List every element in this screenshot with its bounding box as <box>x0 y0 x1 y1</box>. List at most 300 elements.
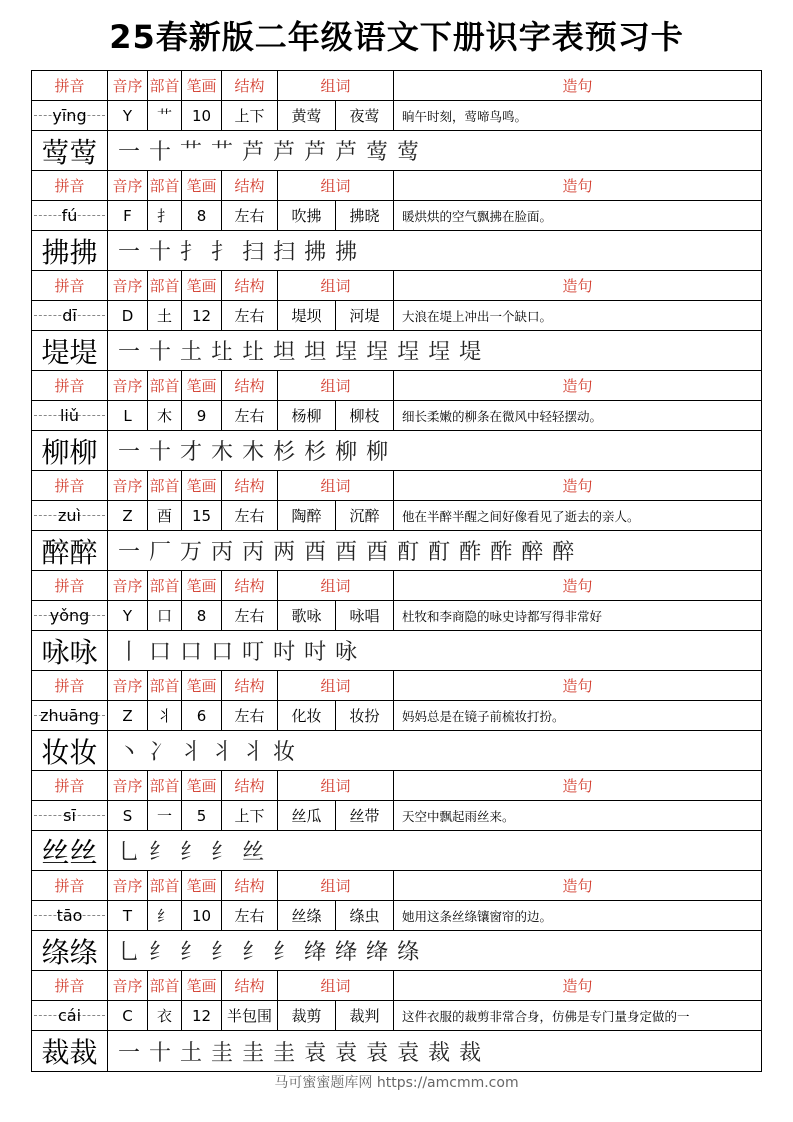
stroke-step: 裁 <box>459 1040 482 1066</box>
header-pinyin: 拼音 <box>32 771 108 800</box>
character: 绦 <box>69 935 98 969</box>
radical-cell: 木 <box>148 401 182 430</box>
stroke-step: 酢 <box>459 540 482 565</box>
stroke-step: 裁 <box>428 1040 451 1066</box>
order-cell: Y <box>108 101 148 130</box>
char-entry <box>32 171 761 271</box>
stroke-step: 袁 <box>397 1040 420 1066</box>
radical-cell: 土 <box>148 301 182 330</box>
stroke-step: 芦 <box>242 140 265 165</box>
character: 拂 <box>41 235 70 269</box>
word2-cell: 丝带 <box>336 801 394 830</box>
stroke-step: 土 <box>180 340 203 365</box>
stroke-step: 柳 <box>366 440 389 465</box>
stroke-step: 纟 <box>180 840 203 865</box>
header-sentence: 造句 <box>562 577 593 595</box>
character: 裁 <box>69 1036 98 1069</box>
radical-cell: 纟 <box>148 901 182 930</box>
stroke-step: 十 <box>149 1040 172 1066</box>
structure-cell: 左右 <box>222 301 278 330</box>
header-strokes: 笔画 <box>182 971 222 1000</box>
header-strokes: 笔画 <box>182 71 222 100</box>
radical-cell: 艹 <box>148 101 182 130</box>
sentence-cell: 天空中飘起雨丝来。 <box>402 808 515 824</box>
data-row <box>32 701 761 731</box>
stroke-step: 莺 <box>397 140 420 165</box>
char-entry <box>32 271 761 371</box>
header-sentence: 造句 <box>562 477 593 495</box>
word2-cell: 夜莺 <box>336 101 394 130</box>
header-radical: 部首 <box>148 271 182 300</box>
header-radical: 部首 <box>148 471 182 500</box>
header-words: 组词 <box>278 71 394 100</box>
stroke-sequence <box>108 531 761 570</box>
data-row <box>32 901 761 931</box>
header-row <box>32 471 761 501</box>
sentence-cell: 杜牧和李商隐的咏史诗都写得非常好 <box>402 608 603 624</box>
header-sentence: 造句 <box>562 177 593 195</box>
structure-cell: 左右 <box>222 601 278 630</box>
stroke-sequence <box>108 331 761 370</box>
stroke-step: 十 <box>149 340 172 365</box>
stroke-step: 叮 <box>242 640 265 665</box>
stroke-step: 扫 <box>273 240 296 265</box>
stroke-order-row <box>32 431 761 471</box>
header-sentence: 造句 <box>562 77 593 95</box>
stroke-step: 丬 <box>211 740 234 765</box>
stroke-step: 杉 <box>304 440 327 465</box>
pinyin-cell <box>32 201 108 230</box>
sentence-cell: 妈妈总是在镜子前梳妆打扮。 <box>402 708 565 724</box>
stroke-step: 木 <box>242 440 265 465</box>
header-sentence: 造句 <box>562 677 593 695</box>
stroke-step: 一 <box>118 540 141 565</box>
char-entry <box>32 71 761 171</box>
header-order: 音序 <box>108 71 148 100</box>
word2-cell: 拂晓 <box>336 201 394 230</box>
stroke-sequence <box>108 1031 761 1071</box>
character-large <box>32 631 108 670</box>
pinyin-guide <box>32 601 107 630</box>
sentence-cell: 这件衣服的裁剪非常合身，仿佛是专门量身定做的一 <box>402 1008 690 1024</box>
stroke-step: 一 <box>118 340 141 365</box>
stroke-step: 圵 <box>242 340 265 365</box>
character-large <box>32 731 108 770</box>
character: 丝 <box>41 835 70 869</box>
word1-cell: 杨柳 <box>278 401 336 430</box>
stroke-step: 扌 <box>211 240 234 265</box>
stroke-step: 一 <box>118 1040 141 1066</box>
char-entry <box>32 471 761 571</box>
stroke-step: 绛 <box>304 940 327 965</box>
stroke-step: 木 <box>211 440 234 465</box>
order-cell: S <box>108 801 148 830</box>
order-cell: L <box>108 401 148 430</box>
structure-cell: 半包围 <box>222 1001 278 1030</box>
stroke-step: 埕 <box>397 340 420 365</box>
character-large <box>32 531 108 570</box>
pinyin-cell <box>32 1001 108 1030</box>
header-radical: 部首 <box>148 171 182 200</box>
char-entry <box>32 971 761 1071</box>
header-strokes: 笔画 <box>182 771 222 800</box>
word2-cell: 咏唱 <box>336 601 394 630</box>
stroke-step: 乚 <box>118 940 141 965</box>
pinyin-guide <box>32 501 107 530</box>
header-structure: 结构 <box>222 871 278 900</box>
header-row <box>32 771 761 801</box>
header-structure: 结构 <box>222 971 278 1000</box>
pinyin-text: liǔ <box>59 406 80 425</box>
order-cell: T <box>108 901 148 930</box>
header-radical: 部首 <box>148 71 182 100</box>
header-strokes: 笔画 <box>182 271 222 300</box>
character: 绦 <box>41 935 70 969</box>
header-words: 组词 <box>278 371 394 400</box>
stroke-step: 酊 <box>428 540 451 565</box>
pinyin-text: sī <box>63 806 76 825</box>
header-strokes: 笔画 <box>182 471 222 500</box>
pinyin-guide <box>32 401 107 430</box>
stroke-order-row <box>32 331 761 371</box>
stroke-order-row <box>32 131 761 171</box>
header-pinyin: 拼音 <box>32 271 108 300</box>
stroke-step: 酢 <box>490 540 513 565</box>
stroke-step: 十 <box>149 140 172 165</box>
stroke-step: 芦 <box>273 140 296 165</box>
order-cell: Z <box>108 501 148 530</box>
char-entry <box>32 671 761 771</box>
char-entry <box>32 871 761 971</box>
stroke-order-row <box>32 631 761 671</box>
pinyin-text: tāo <box>56 906 83 925</box>
character: 堤 <box>41 335 70 369</box>
header-pinyin: 拼音 <box>32 971 108 1000</box>
stroke-step: 十 <box>149 240 172 265</box>
header-words: 组词 <box>278 171 394 200</box>
stroke-step: 丬 <box>242 740 265 765</box>
stroke-step: 酊 <box>397 540 420 565</box>
stroke-order-row <box>32 731 761 771</box>
character: 醉 <box>41 535 70 569</box>
stroke-step: 一 <box>118 440 141 465</box>
pinyin-text: dī <box>62 306 77 325</box>
header-pinyin: 拼音 <box>32 371 108 400</box>
header-structure: 结构 <box>222 171 278 200</box>
pinyin-cell <box>32 401 108 430</box>
order-cell: C <box>108 1001 148 1030</box>
structure-cell: 左右 <box>222 201 278 230</box>
stroke-step: 纟 <box>273 940 296 965</box>
pinyin-text: cái <box>57 1006 82 1025</box>
header-words: 组词 <box>278 671 394 700</box>
stroke-step: 绛 <box>335 940 358 965</box>
data-row <box>32 201 761 231</box>
header-sentence: 造句 <box>562 777 593 795</box>
header-strokes: 笔画 <box>182 571 222 600</box>
pinyin-cell <box>32 901 108 930</box>
header-words: 组词 <box>278 471 394 500</box>
structure-cell: 左右 <box>222 401 278 430</box>
pinyin-text: yīng <box>52 106 87 125</box>
radical-cell: 口 <box>148 601 182 630</box>
header-order: 音序 <box>108 571 148 600</box>
character-large <box>32 931 108 970</box>
header-structure: 结构 <box>222 671 278 700</box>
character: 柳 <box>41 435 70 469</box>
stroke-step: 妆 <box>273 740 296 765</box>
strokes-cell: 15 <box>182 501 222 530</box>
stroke-step: 吋 <box>273 640 296 665</box>
data-row <box>32 101 761 131</box>
header-structure: 结构 <box>222 471 278 500</box>
radical-cell: 丬 <box>148 701 182 730</box>
pinyin-guide <box>32 101 107 130</box>
strokes-cell: 10 <box>182 901 222 930</box>
header-strokes: 笔画 <box>182 371 222 400</box>
header-words: 组词 <box>278 771 394 800</box>
pinyin-guide <box>32 901 107 930</box>
header-pinyin: 拼音 <box>32 71 108 100</box>
header-pinyin: 拼音 <box>32 871 108 900</box>
stroke-step: 拂 <box>304 240 327 265</box>
header-order: 音序 <box>108 671 148 700</box>
sentence-cell: 细长柔嫩的柳条在微风中轻轻摆动。 <box>402 408 603 424</box>
stroke-step: 艹 <box>211 140 234 165</box>
stroke-sequence <box>108 831 761 870</box>
header-order: 音序 <box>108 171 148 200</box>
header-structure: 结构 <box>222 271 278 300</box>
character: 堤 <box>69 335 98 369</box>
strokes-cell: 9 <box>182 401 222 430</box>
character: 丝 <box>69 835 98 869</box>
stroke-step: 咏 <box>335 640 358 665</box>
radical-cell: 酉 <box>148 501 182 530</box>
pinyin-text: zhuāng <box>40 706 99 725</box>
stroke-step: 圭 <box>211 1040 234 1066</box>
header-strokes: 笔画 <box>182 871 222 900</box>
pinyin-text: fú <box>61 206 78 225</box>
header-radical: 部首 <box>148 871 182 900</box>
stroke-step: 土 <box>180 1040 203 1066</box>
word2-cell: 绦虫 <box>336 901 394 930</box>
character: 柳 <box>69 435 98 469</box>
pinyin-guide <box>32 301 107 330</box>
pinyin-cell <box>32 701 108 730</box>
order-cell: Y <box>108 601 148 630</box>
order-cell: D <box>108 301 148 330</box>
character-large <box>32 131 108 170</box>
character: 咏 <box>41 635 70 669</box>
stroke-order-row <box>32 531 761 571</box>
header-radical: 部首 <box>148 771 182 800</box>
stroke-step: 酉 <box>366 540 389 565</box>
header-order: 音序 <box>108 271 148 300</box>
pinyin-guide <box>32 801 107 830</box>
character: 妆 <box>41 735 70 769</box>
header-order: 音序 <box>108 971 148 1000</box>
header-order: 音序 <box>108 871 148 900</box>
sentence-cell: 大浪在堤上冲出一个缺口。 <box>402 308 553 324</box>
stroke-step: 绛 <box>366 940 389 965</box>
header-words: 组词 <box>278 871 394 900</box>
header-words: 组词 <box>278 571 394 600</box>
stroke-step: 埕 <box>335 340 358 365</box>
footer-watermark: 马可蜜蜜题库网 https://amcmm.com <box>274 1075 519 1091</box>
sentence-cell: 晌午时刻，莺啼鸟鸣。 <box>402 108 528 124</box>
data-row <box>32 601 761 631</box>
stroke-step: 纟 <box>149 940 172 965</box>
character: 裁 <box>41 1036 70 1069</box>
stroke-step: 醉 <box>521 540 544 565</box>
stroke-step: 酉 <box>304 540 327 565</box>
stroke-order-row <box>32 931 761 971</box>
header-row <box>32 271 761 301</box>
char-entry <box>32 771 761 871</box>
word1-cell: 丝绦 <box>278 901 336 930</box>
header-structure: 结构 <box>222 371 278 400</box>
stroke-step: 芦 <box>304 140 327 165</box>
stroke-step: 圵 <box>211 340 234 365</box>
sentence-cell: 他在半醉半醒之间好像看见了逝去的亲人。 <box>402 508 640 524</box>
stroke-step: 两 <box>273 540 296 565</box>
stroke-step: 纟 <box>211 840 234 865</box>
pinyin-text: zuì <box>58 506 81 525</box>
word2-cell: 裁判 <box>336 1001 394 1030</box>
char-entry <box>32 371 761 471</box>
stroke-step: 扫 <box>242 240 265 265</box>
stroke-step: 纟 <box>211 940 234 965</box>
stroke-step: 丨 <box>118 640 141 665</box>
character: 妆 <box>69 735 98 769</box>
header-row <box>32 71 761 101</box>
header-words: 组词 <box>278 971 394 1000</box>
stroke-step: 坦 <box>273 340 296 365</box>
word2-cell: 柳枝 <box>336 401 394 430</box>
character: 拂 <box>69 235 98 269</box>
stroke-step: 艹 <box>180 140 203 165</box>
header-strokes: 笔画 <box>182 671 222 700</box>
stroke-step: 丶 <box>118 740 141 765</box>
pinyin-cell <box>32 501 108 530</box>
stroke-step: 莺 <box>366 140 389 165</box>
stroke-step: 酉 <box>335 540 358 565</box>
header-words: 组词 <box>278 271 394 300</box>
stroke-step: 丙 <box>211 540 234 565</box>
stroke-step: 袁 <box>366 1040 389 1066</box>
stroke-step: 埕 <box>366 340 389 365</box>
header-radical: 部首 <box>148 371 182 400</box>
header-strokes: 笔画 <box>182 171 222 200</box>
stroke-step: 坦 <box>304 340 327 365</box>
structure-cell: 上下 <box>222 801 278 830</box>
header-radical: 部首 <box>148 971 182 1000</box>
header-pinyin: 拼音 <box>32 471 108 500</box>
header-radical: 部首 <box>148 571 182 600</box>
stroke-sequence <box>108 731 761 770</box>
pinyin-guide <box>32 1001 107 1030</box>
order-cell: F <box>108 201 148 230</box>
stroke-step: 醉 <box>552 540 575 565</box>
stroke-step: 吋 <box>304 640 327 665</box>
stroke-step: 口 <box>149 640 172 665</box>
word1-cell: 裁剪 <box>278 1001 336 1030</box>
stroke-step: 纟 <box>180 940 203 965</box>
stroke-step: 丬 <box>180 740 203 765</box>
word1-cell: 吹拂 <box>278 201 336 230</box>
radical-cell: 扌 <box>148 201 182 230</box>
character-large <box>32 331 108 370</box>
page-title: 25春新版二年级语文下册识字表预习卡 <box>109 18 684 56</box>
header-row <box>32 971 761 1001</box>
data-row <box>32 401 761 431</box>
stroke-step: 柳 <box>335 440 358 465</box>
header-structure: 结构 <box>222 71 278 100</box>
stroke-step: 纟 <box>149 840 172 865</box>
stroke-step: 杉 <box>273 440 296 465</box>
stroke-step: 厂 <box>149 540 172 565</box>
stroke-step: 乚 <box>118 840 141 865</box>
character: 莺 <box>41 135 70 169</box>
stroke-step: 袁 <box>335 1040 358 1066</box>
strokes-cell: 8 <box>182 201 222 230</box>
header-pinyin: 拼音 <box>32 171 108 200</box>
character: 咏 <box>69 635 98 669</box>
header-row <box>32 571 761 601</box>
stroke-sequence <box>108 631 761 670</box>
data-row <box>32 1001 761 1031</box>
pinyin-cell <box>32 601 108 630</box>
stroke-step: 袁 <box>304 1040 327 1066</box>
pinyin-cell <box>32 801 108 830</box>
char-entry <box>32 571 761 671</box>
data-row <box>32 501 761 531</box>
strokes-cell: 12 <box>182 301 222 330</box>
stroke-step: 圭 <box>242 1040 265 1066</box>
header-pinyin: 拼音 <box>32 571 108 600</box>
stroke-sequence <box>108 231 761 270</box>
character: 醉 <box>69 535 98 569</box>
header-row <box>32 871 761 901</box>
header-order: 音序 <box>108 471 148 500</box>
word1-cell: 歌咏 <box>278 601 336 630</box>
word1-cell: 化妆 <box>278 701 336 730</box>
stroke-step: 芦 <box>335 140 358 165</box>
word2-cell: 妆扮 <box>336 701 394 730</box>
pinyin-guide <box>32 201 107 230</box>
pinyin-cell <box>32 101 108 130</box>
stroke-step: 口 <box>211 640 234 665</box>
data-row <box>32 301 761 331</box>
stroke-step: 纟 <box>242 940 265 965</box>
header-structure: 结构 <box>222 571 278 600</box>
header-pinyin: 拼音 <box>32 671 108 700</box>
character-large <box>32 431 108 470</box>
word1-cell: 丝瓜 <box>278 801 336 830</box>
sentence-cell: 暖烘烘的空气飘拂在脸面。 <box>402 208 553 224</box>
character-large <box>32 231 108 270</box>
pinyin-guide <box>32 701 107 730</box>
stroke-step: 才 <box>180 440 203 465</box>
header-radical: 部首 <box>148 671 182 700</box>
character-large <box>32 1031 108 1071</box>
stroke-sequence <box>108 931 761 970</box>
word2-cell: 河堤 <box>336 301 394 330</box>
stroke-step: 堤 <box>459 340 482 365</box>
stroke-step: 万 <box>180 540 203 565</box>
word1-cell: 陶醉 <box>278 501 336 530</box>
stroke-step: 冫 <box>149 740 172 765</box>
